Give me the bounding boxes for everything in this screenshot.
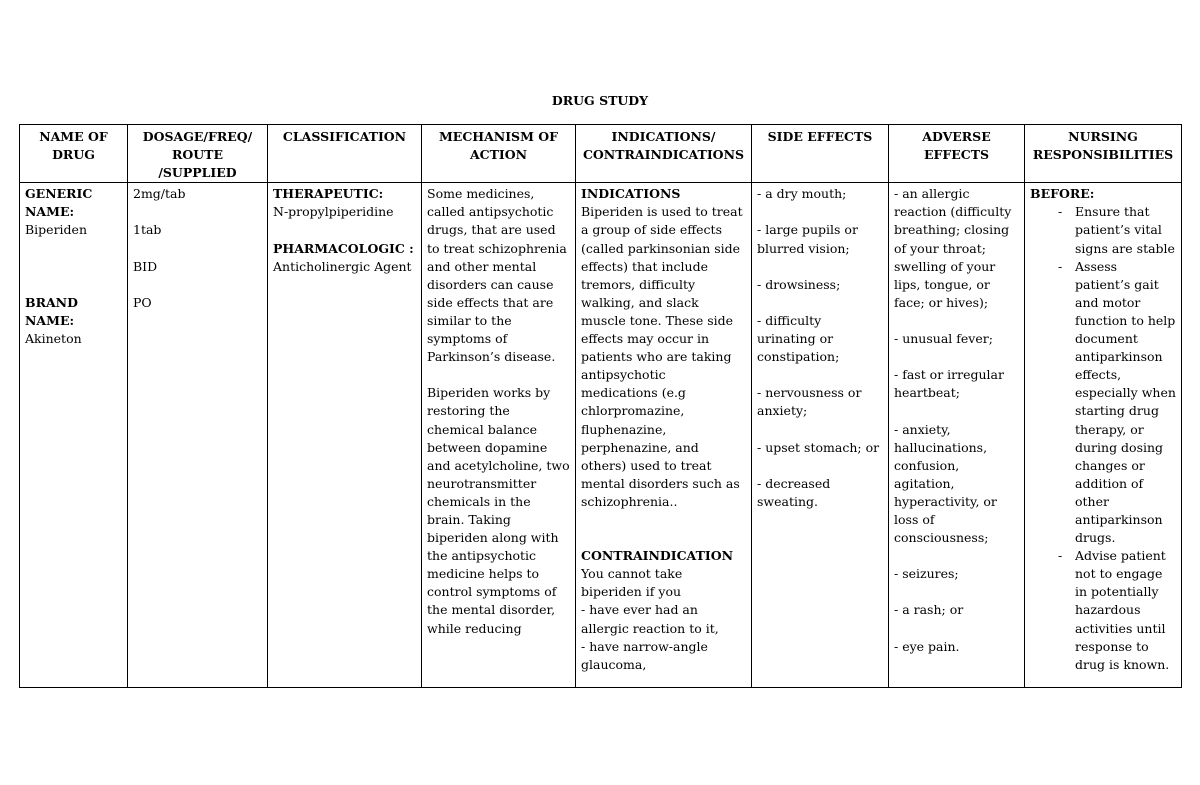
cell-mechanism	[422, 183, 576, 688]
side-effect-item: - nervousness or anxiety;	[757, 385, 862, 419]
cell-name-of-drug	[20, 183, 128, 688]
cell-indications	[576, 183, 752, 688]
brand-name-value: Akineton	[25, 331, 82, 347]
header-nursing: NURSING RESPONSIBILITIES	[1025, 125, 1182, 183]
cell-side-effects	[752, 183, 889, 688]
cell-dosage	[128, 183, 268, 688]
contraindication-item: - have narrow-angle glaucoma,	[581, 638, 708, 672]
dosage-dose: 2mg/tab	[133, 186, 186, 202]
header-row	[20, 125, 1182, 183]
dosage-frequency: BID	[133, 258, 158, 274]
side-effect-item: - drowsiness;	[757, 276, 841, 292]
cell-nursing	[1025, 183, 1182, 688]
adverse-effect-item: - fast or irregular heartbeat;	[894, 367, 1004, 401]
contraindication-item: - have ever had an allergic reaction to it,	[581, 602, 719, 636]
pharmacologic-label: PHARMACOLOGIC :	[273, 240, 414, 256]
header-classification: CLASSIFICATION	[268, 125, 422, 183]
indications-label: INDICATIONS	[581, 186, 681, 202]
nursing-item: - Advise patient not to engage in potentially hazardous activities until response to drug is known.	[1030, 547, 1176, 674]
header-mechanism: MECHANISM OF ACTION	[422, 125, 576, 183]
therapeutic-value: N-propylpiperidine	[273, 204, 394, 220]
side-effect-item: - large pupils or blurred vision;	[757, 222, 858, 256]
drug-study-table	[19, 124, 1182, 688]
side-effect-item: - difficulty urinating or constipation;	[757, 312, 840, 365]
nursing-before-label: BEFORE:	[1030, 186, 1095, 202]
brand-name-label: BRAND NAME:	[25, 294, 78, 328]
contraindication-text: You cannot take biperiden if you	[581, 566, 683, 600]
nursing-item: - Ensure that patient’s vital signs are stable	[1030, 203, 1176, 257]
header-indications: INDICATIONS/ CONTRAINDICATIONS	[576, 125, 752, 183]
mechanism-paragraph-1: Some medicines, called antipsychotic drugs, that are used to treat schizophrenia and other mental disorders can cause side effects that are similar to the symptoms of Parkinson’s disease.	[427, 186, 567, 365]
mechanism-paragraph-2: Biperiden works by restoring the chemical balance between dopamine and acetylcholine, two neurotransmitter chemicals in the brain. Taking biperiden along with the antipsychotic medicine helps to control symptoms of the mental disorder, while reducing	[427, 385, 570, 636]
adverse-effect-item: - an allergic reaction (difficulty breathing; closing of your throat; swelling of your lips, tongue, or face; or hives);	[894, 186, 1012, 310]
adverse-effect-item: - eye pain.	[894, 638, 960, 654]
side-effect-item: - upset stomach; or	[757, 439, 880, 455]
nursing-item: - Assess patient’s gait and motor function to help document antiparkinson effects, especially when starting drug therapy, or during dosing changes or addition of other antiparkinson drugs.	[1030, 258, 1176, 548]
cell-adverse-effects	[889, 183, 1025, 688]
header-dosage: DOSAGE/FREQ/ ROUTE /SUPPLIED	[128, 125, 268, 183]
document-title: DRUG STUDY	[551, 93, 649, 108]
header-adverse-effects: ADVERSE EFFECTS	[889, 125, 1025, 183]
indications-text: Biperiden is used to treat a group of side effects (called parkinsonian side effects) that include tremors, difficulty walking, and slack muscle tone. These side effects may occur in patients who are taking antipsychotic medications (e.g chlorpromazine, fluphenazine, perphenazine, and others) used to treat mental disorders such as schizophrenia..	[581, 204, 743, 509]
table-row	[20, 183, 1182, 688]
adverse-effect-item: - unusual fever;	[894, 331, 993, 347]
nursing-list	[1030, 203, 1176, 673]
adverse-effect-item: - anxiety, hallucinations, confusion, agitation, hyperactivity, or loss of consciousness;	[894, 421, 997, 546]
generic-name-label: GENERIC NAME:	[25, 186, 93, 220]
generic-name-value: Biperiden	[25, 222, 88, 238]
contraindication-label: CONTRAINDICATION	[581, 548, 734, 564]
header-side-effects: SIDE EFFECTS	[752, 125, 889, 183]
side-effect-item: - decreased sweating.	[757, 475, 831, 509]
cell-classification	[268, 183, 422, 688]
adverse-effect-item: - seizures;	[894, 566, 959, 582]
adverse-effect-item: - a rash; or	[894, 602, 964, 618]
dosage-route: PO	[133, 294, 152, 310]
dosage-amount: 1tab	[133, 222, 162, 238]
header-name-of-drug: NAME OF DRUG	[20, 125, 128, 183]
pharmacologic-value: Anticholinergic Agent	[273, 258, 412, 274]
side-effect-item: - a dry mouth;	[757, 186, 847, 202]
therapeutic-label: THERAPEUTIC:	[273, 186, 384, 202]
